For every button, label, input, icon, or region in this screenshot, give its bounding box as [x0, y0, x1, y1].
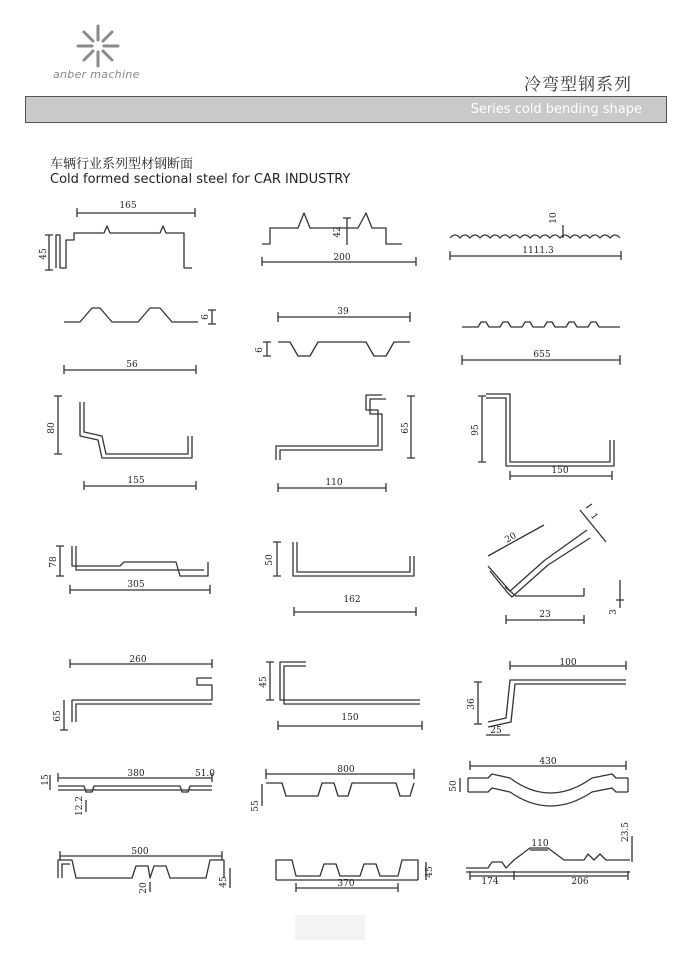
dim-label: 1111.3 [522, 246, 554, 256]
dim-label: 174 [481, 877, 499, 887]
profile-9 [478, 394, 614, 480]
dim-label: 15 [41, 774, 51, 786]
dim-label: 51.0 [194, 769, 216, 779]
dim-label: 430 [539, 757, 557, 767]
dim-label: 45 [219, 876, 229, 888]
dim-label: 150 [341, 713, 359, 723]
dim-label: 50 [265, 554, 275, 566]
dim-label: 6 [255, 347, 265, 353]
dim-label: 20 [503, 531, 519, 546]
logo-text: anber machine [53, 68, 140, 81]
dim-label: 65 [53, 710, 63, 722]
dim-label: 800 [337, 765, 355, 775]
dim-label: 39 [337, 307, 349, 317]
dim-label: 80 [47, 422, 57, 434]
dim-label: 3 [609, 609, 619, 615]
dim-label: 206 [571, 877, 589, 887]
dim-label: 65 [401, 422, 411, 434]
dim-label: 78 [49, 556, 59, 568]
dim-label: 42 [333, 226, 343, 238]
dim-label: 100 [559, 658, 577, 668]
dim-label: 162 [343, 595, 361, 605]
dim-label: 23 [539, 610, 551, 620]
section-title-cn: 车辆行业系列型材钢断面 [50, 157, 194, 172]
dim-label: 155 [127, 476, 145, 486]
series-title-en: Series cold bending shape [470, 102, 642, 117]
dim-label: 56 [126, 360, 138, 370]
dim-label: 6 [201, 314, 211, 320]
profile-7 [54, 396, 196, 490]
dim-label: 260 [129, 655, 147, 665]
dim-label: 1 [587, 511, 600, 523]
profile-21 [466, 836, 632, 880]
footer-watermark [295, 915, 365, 940]
dim-label: 45 [39, 248, 49, 260]
dim-label: 50 [449, 780, 459, 792]
profile-15 [474, 661, 626, 735]
dim-label: 110 [531, 839, 549, 849]
dim-label: 20 [139, 882, 149, 894]
dim-label: 45 [259, 676, 269, 688]
dim-label: 110 [325, 478, 343, 488]
dim-label: 36 [467, 698, 477, 710]
dim-label: 25 [490, 726, 502, 736]
dim-label: 165 [119, 201, 137, 211]
dim-label: 655 [533, 350, 551, 360]
profile-8 [276, 395, 415, 492]
profile-5 [263, 312, 410, 356]
dim-label: 45 [425, 866, 435, 878]
profile-18 [460, 761, 628, 806]
profile-13 [60, 659, 212, 730]
dim-label: 380 [127, 769, 145, 779]
dim-label: 23.5 [621, 821, 631, 843]
dim-label: 10 [549, 212, 559, 224]
dim-label: 95 [471, 424, 481, 436]
dim-label: 370 [337, 879, 355, 889]
dim-label: 55 [251, 800, 261, 812]
dim-label: 305 [127, 580, 145, 590]
dim-label: 12.2 [75, 795, 85, 817]
series-title-cn: 冷弯型钢系列 [524, 75, 632, 95]
profile-4 [64, 308, 216, 374]
dim-label: 150 [551, 466, 569, 476]
profile-1 [45, 208, 195, 270]
section-title-en: Cold formed sectional steel for CAR INDUSTRY [50, 172, 351, 187]
dim-label: 500 [131, 847, 149, 857]
profile-12 [488, 504, 624, 624]
dim-label: 200 [333, 253, 351, 263]
